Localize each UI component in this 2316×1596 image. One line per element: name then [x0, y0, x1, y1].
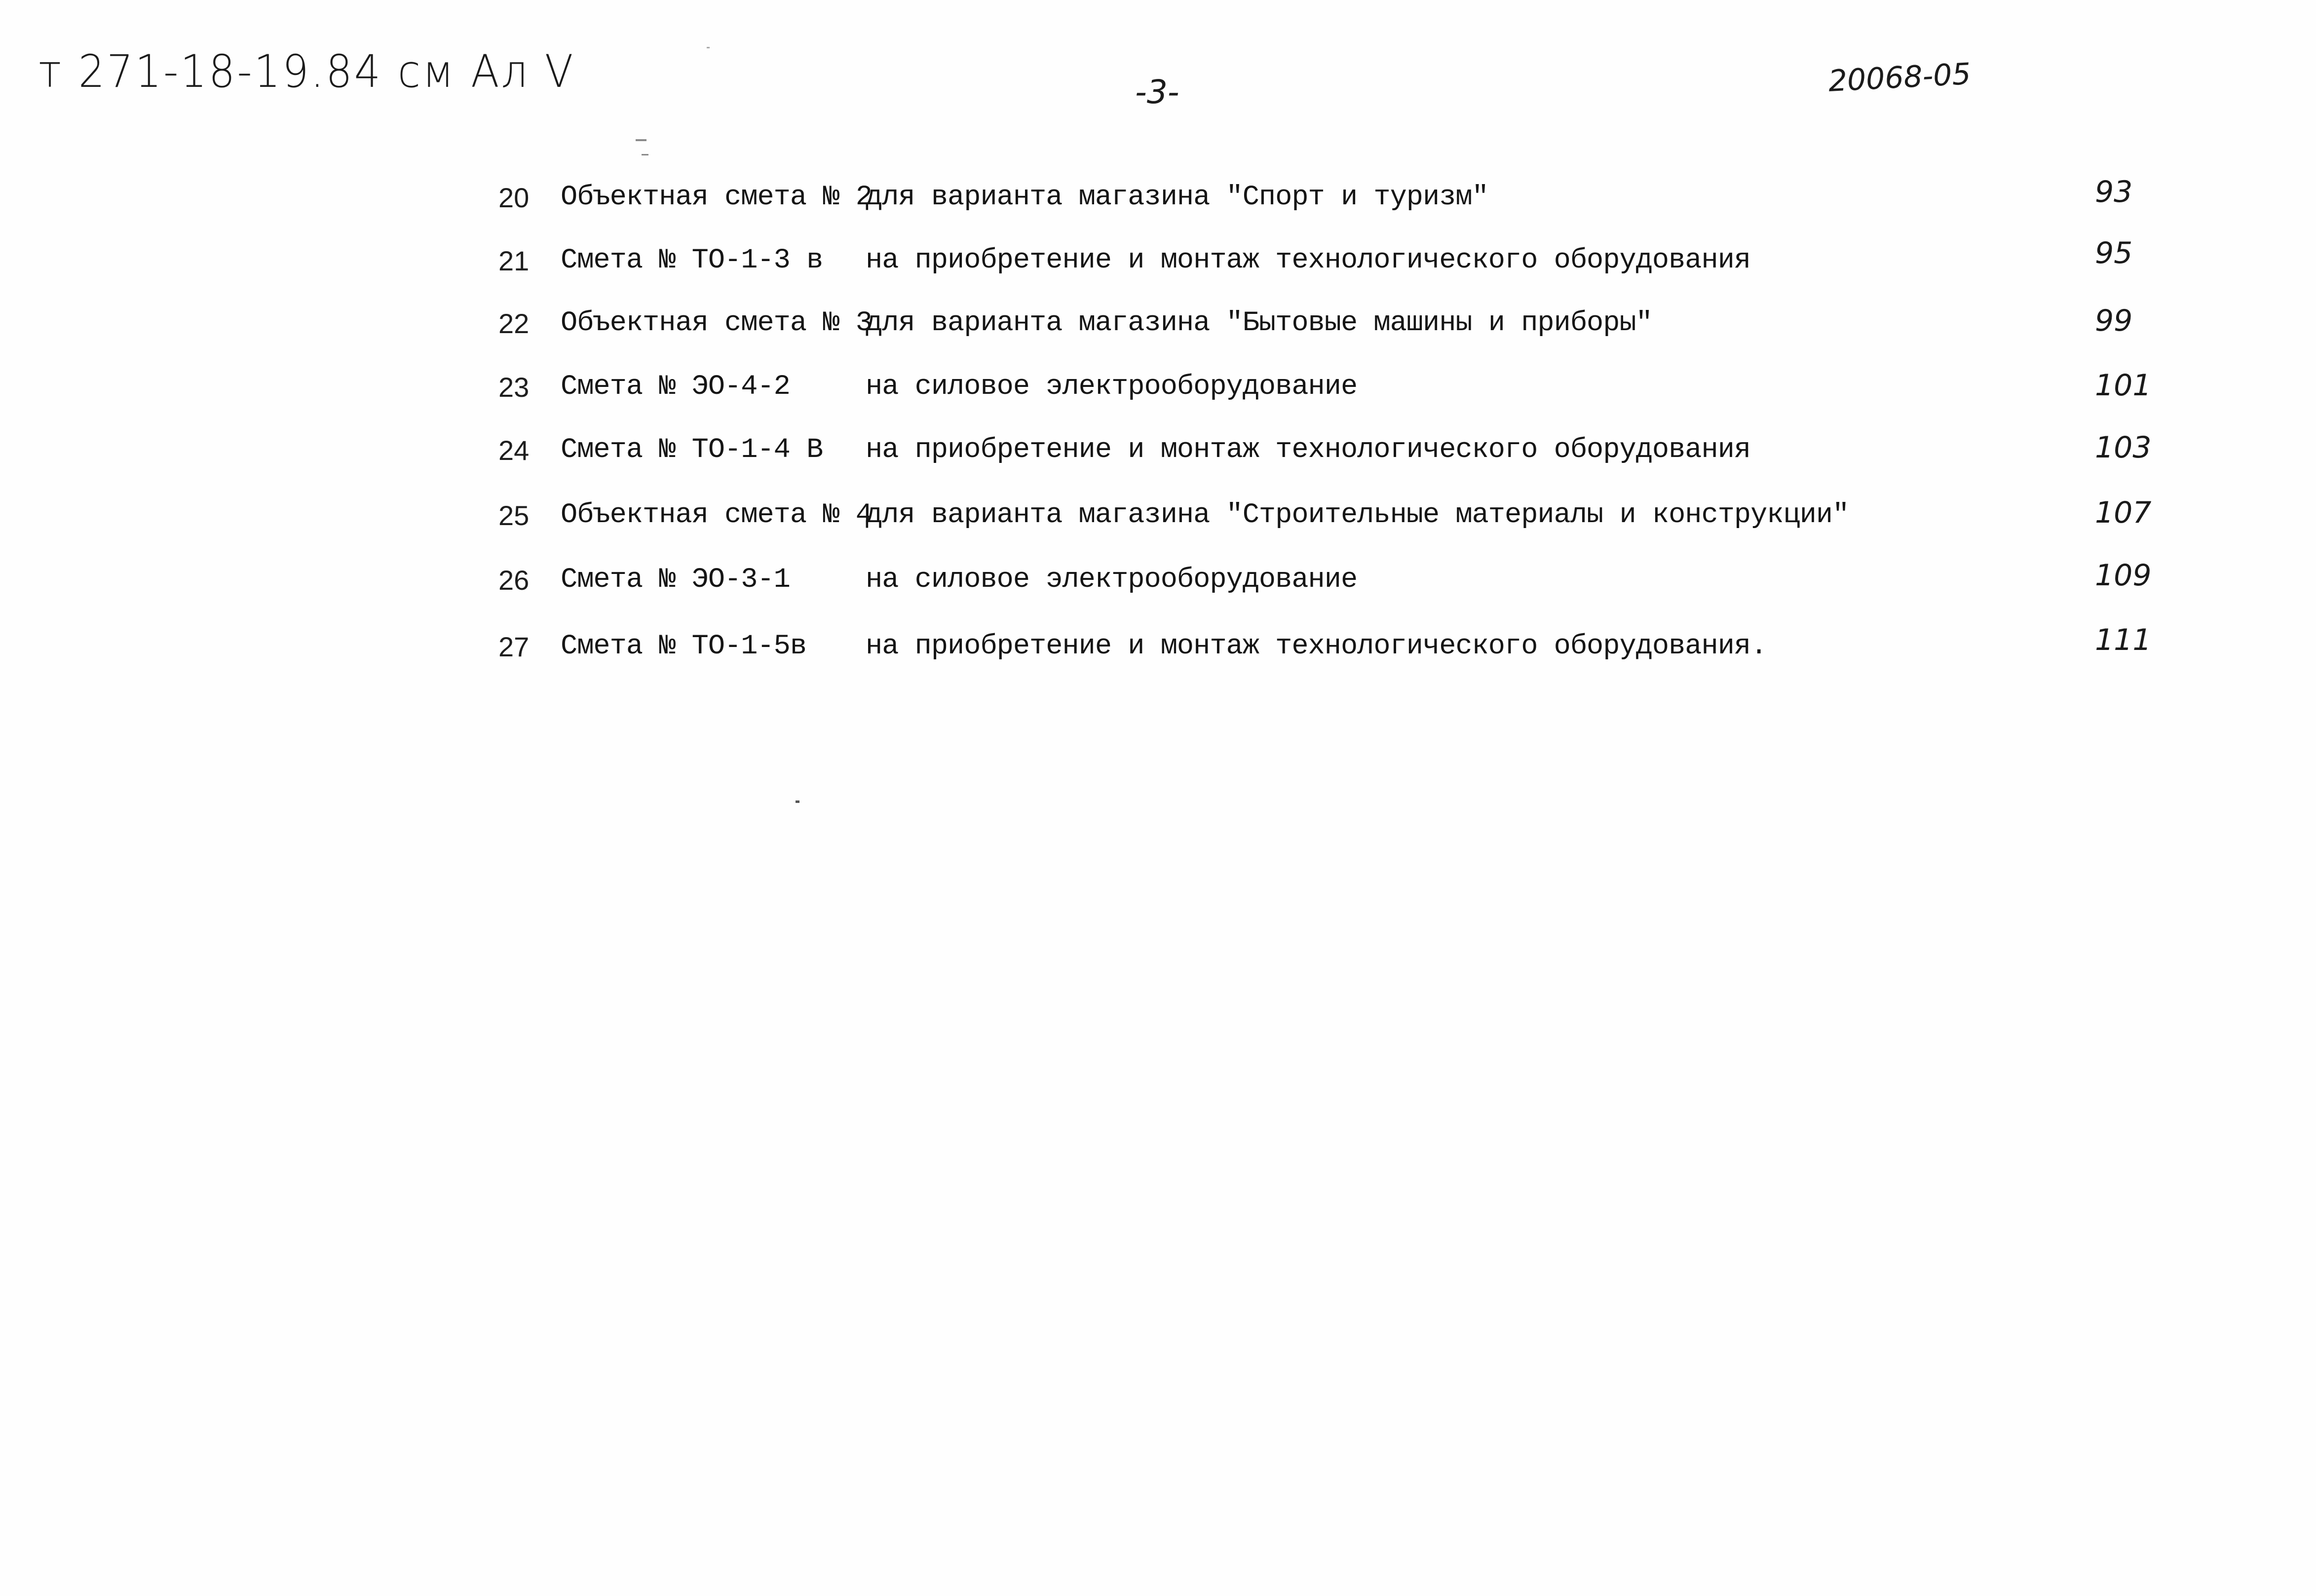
- archive-number: 20068-05: [1827, 56, 1972, 99]
- row-number: 24: [498, 435, 530, 466]
- toc-row: [0, 368, 2316, 416]
- document-code: т 271-18-19.84 см Ал V: [38, 45, 575, 98]
- row-title: Объектная смета № 2: [561, 182, 872, 213]
- row-title: Смета № ТО-1-5в: [561, 631, 807, 662]
- toc-row: [0, 236, 2316, 289]
- row-title: Смета № ЭО-4-2: [561, 371, 790, 403]
- row-number: 26: [498, 565, 530, 596]
- row-page-number: 99: [2095, 304, 2133, 338]
- row-description: на приобретение и монтаж технологического оборудования.: [866, 631, 1767, 662]
- scan-speck: [707, 47, 710, 48]
- row-description: для варианта магазина "Строительные материалы и конструкции": [866, 499, 1849, 531]
- row-description: для варианта магазина "Спорт и туризм": [866, 182, 1488, 213]
- toc-row: [0, 304, 2316, 352]
- toc-row: [0, 558, 2316, 608]
- scan-speck: [642, 154, 648, 155]
- scan-speck: [796, 800, 799, 803]
- row-page-number: 107: [2095, 495, 2152, 530]
- row-page-number: 101: [2095, 368, 2152, 403]
- row-page-number: 103: [2095, 430, 2152, 465]
- toc-row: [0, 623, 2316, 675]
- row-title: Объектная смета № 3: [561, 307, 872, 339]
- row-number: 23: [498, 372, 530, 403]
- row-page-number: 111: [2095, 623, 2152, 657]
- toc-row: [0, 430, 2316, 479]
- row-description: на приобретение и монтаж технологического оборудования: [866, 434, 1751, 466]
- toc-row: [0, 495, 2316, 544]
- row-description: на силовое электрооборудование: [866, 371, 1358, 403]
- row-number: 27: [498, 631, 530, 662]
- page-number: -3-: [1135, 73, 1179, 111]
- scan-speck: [636, 139, 646, 141]
- row-number: 22: [498, 308, 530, 339]
- row-description: для варианта магазина "Бытовые машины и приборы": [866, 307, 1652, 339]
- row-number: 21: [498, 245, 530, 276]
- row-title: Объектная смета № 4: [561, 499, 872, 531]
- row-description: на силовое электрооборудование: [866, 564, 1358, 596]
- row-title: Смета № ТО-1-3 в: [561, 245, 823, 276]
- row-page-number: 109: [2095, 558, 2152, 593]
- row-page-number: 93: [2095, 175, 2133, 209]
- toc-row: [0, 175, 2316, 226]
- row-page-number: 95: [2095, 236, 2133, 270]
- row-description: на приобретение и монтаж технологического оборудования: [866, 245, 1751, 276]
- row-number: 25: [498, 500, 530, 531]
- row-title: Смета № ТО-1-4 В: [561, 434, 823, 466]
- row-title: Смета № ЭО-3-1: [561, 564, 790, 596]
- row-number: 20: [498, 182, 530, 213]
